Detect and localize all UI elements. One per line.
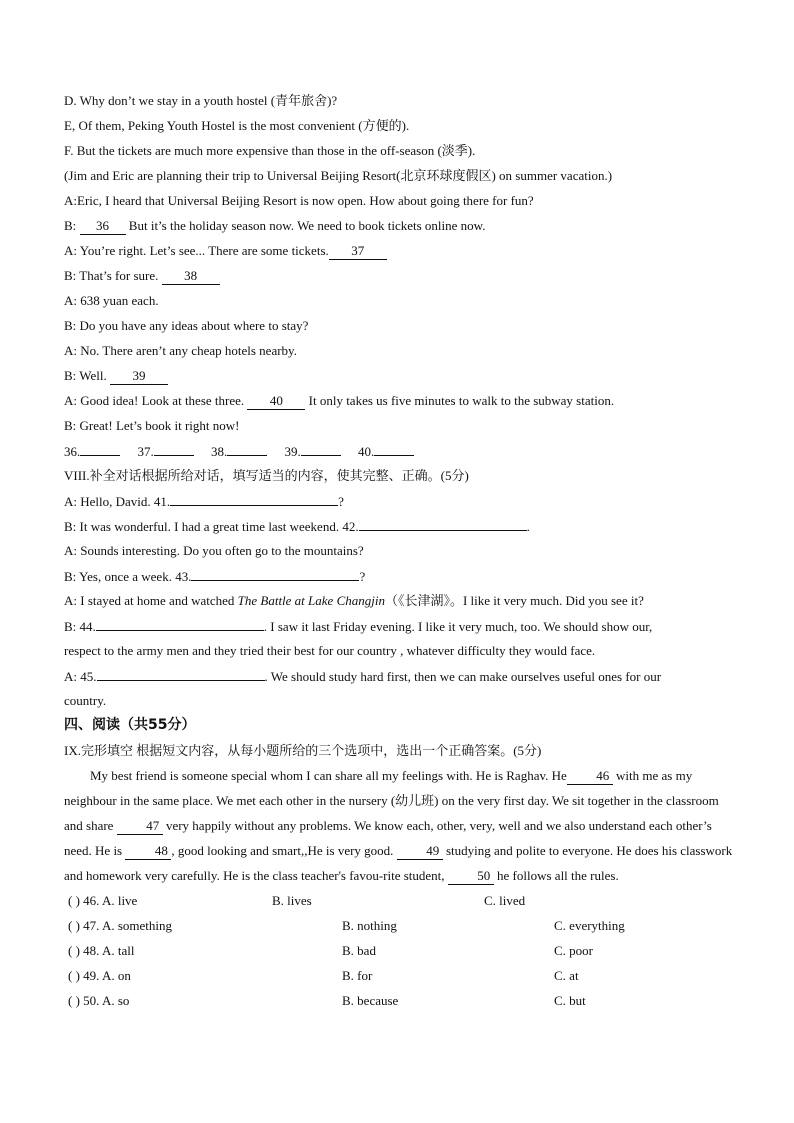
answer-item xyxy=(358,444,414,459)
answer-item xyxy=(64,444,120,459)
dialogue-line xyxy=(64,663,734,688)
passage-text: My best friend is someone special whom I can share all my feelings with. He is Raghav. He xyxy=(90,768,567,783)
dialogue-line: A:Eric, I heard that Universal Beijing Resort is now open. How about going there for fun? xyxy=(64,193,534,208)
answer-blank[interactable] xyxy=(154,438,194,456)
dialogue-text: B: Yes, once a week. 43. xyxy=(64,569,192,584)
blank-44[interactable] xyxy=(96,613,264,631)
option-b[interactable]: B. for xyxy=(342,968,373,983)
dialogue-text: A: Hello, David. 41. xyxy=(64,494,171,509)
answer-label: 38. xyxy=(211,444,228,459)
question-stem[interactable]: ( ) 50. A. so xyxy=(68,993,130,1008)
blank-41[interactable] xyxy=(170,488,338,506)
question-stem[interactable]: ( ) 48. A. tall xyxy=(68,943,135,958)
question-50 xyxy=(64,988,734,1013)
dialogue-text: . I saw it last Friday evening. I like it very much, too. We should show our, xyxy=(263,619,653,634)
punct: ? xyxy=(359,569,366,584)
punct: . xyxy=(526,519,530,534)
question-48 xyxy=(64,938,734,963)
option-c[interactable]: C. but xyxy=(554,993,586,1008)
question-46 xyxy=(64,888,734,913)
section-8-title: VIII.补全对话根据所给对话，填写适当的内容，使其完整、正确。(5分) xyxy=(64,468,469,483)
blank-39[interactable]: 39 xyxy=(110,367,168,385)
section-9-title: IX.完形填空 根据短文内容，从每小题所给的三个选项中，选出一个正确答案。(5分) xyxy=(64,743,542,758)
cloze-passage xyxy=(64,763,734,888)
blank-48[interactable]: 48 xyxy=(125,842,171,860)
question-49 xyxy=(64,963,734,988)
answer-blank[interactable] xyxy=(80,438,120,456)
dialogue-line: A: No. There aren’t any cheap hotels nearby. xyxy=(64,343,297,358)
dialogue-text: A: 45. xyxy=(64,669,97,684)
dialogue-text: It only takes us five minutes to walk to the subway station. xyxy=(305,393,615,408)
dialogue-line: country. xyxy=(64,693,107,708)
question-stem[interactable]: ( ) 47. A. something xyxy=(68,918,172,933)
passage-text: studying and polite to everyone. He does his classwork and homework very carefully. He is the class teacher's favou-rite student, xyxy=(64,843,733,883)
option-f: F. But the tickets are much more expensive than those in the off-season (淡季). xyxy=(64,143,476,158)
option-c[interactable]: C. everything xyxy=(554,918,625,933)
dialogue-line xyxy=(64,613,734,638)
dialogue-line xyxy=(64,588,734,613)
dialogue-text: A: I stayed at home and watched xyxy=(64,593,238,608)
answer-label: 40. xyxy=(358,444,375,459)
option-c[interactable]: C. poor xyxy=(554,943,593,958)
blank-38[interactable]: 38 xyxy=(162,267,220,285)
question-stem[interactable]: ( ) 46. A. live xyxy=(68,893,138,908)
answer-blank[interactable] xyxy=(227,438,267,456)
worksheet-page xyxy=(64,88,734,1013)
option-e: E, Of them, Peking Youth Hostel is the most convenient (方便的). xyxy=(64,118,410,133)
section-4-title: 四、阅读（共55分） xyxy=(64,717,196,733)
blank-36[interactable]: 36 xyxy=(80,217,126,235)
option-b[interactable]: B. bad xyxy=(342,943,376,958)
option-c[interactable]: C. lived xyxy=(484,893,526,908)
blank-47[interactable]: 47 xyxy=(117,817,163,835)
dialogue-text: A: Good idea! Look at these three. xyxy=(64,393,248,408)
dialogue-line xyxy=(64,213,734,238)
dialogue-text: （《长津湖》。I like it very much. Did you see it? xyxy=(384,593,644,608)
dialogue-line xyxy=(64,263,734,288)
blank-45[interactable] xyxy=(97,663,265,681)
answer-blank[interactable] xyxy=(301,438,341,456)
dialogue-line xyxy=(64,388,734,413)
speaker-label: B: xyxy=(64,218,80,233)
dialogue-line: B: Do you have any ideas about where to stay? xyxy=(64,318,309,333)
option-b[interactable]: B. nothing xyxy=(342,918,397,933)
blank-37[interactable]: 37 xyxy=(329,242,387,260)
dialogue-line: respect to the army men and they tried their best for our country , whatever difficulty they would face. xyxy=(64,643,596,658)
dialogue-text: A: You’re right. Let’s see... There are some tickets. xyxy=(64,243,329,258)
option-b[interactable]: B. because xyxy=(342,993,399,1008)
dialogue-text: B: Well. xyxy=(64,368,111,383)
dialogue-line xyxy=(64,363,734,388)
question-47 xyxy=(64,913,734,938)
passage-text: he follows all the rules. xyxy=(493,868,619,883)
punct: ? xyxy=(338,494,344,509)
option-c[interactable]: C. at xyxy=(554,968,579,983)
answer-item xyxy=(285,444,341,459)
dialogue-line xyxy=(64,238,734,263)
answer-item xyxy=(211,444,267,459)
dialogue-text: B: 44. xyxy=(64,619,96,634)
dialogue-text: B: That’s for sure. xyxy=(64,268,162,283)
dialogue-text: But it’s the holiday season now. We need to book tickets online now. xyxy=(125,218,486,233)
option-d: D. Why don’t we stay in a youth hostel (青年旅舍)? xyxy=(64,93,338,108)
movie-title: The Battle at Lake Changjin xyxy=(237,593,385,608)
blank-49[interactable]: 49 xyxy=(397,842,443,860)
answer-item xyxy=(138,444,194,459)
dialogue-text: . We should study hard first, then we can make ourselves useful ones for our xyxy=(264,669,662,684)
passage-text: very happily without any problems. We know each, other, very, well and we also understand each other’s need. He is xyxy=(64,818,712,858)
dialogue-line xyxy=(64,563,734,588)
dialogue-line xyxy=(64,488,734,513)
passage-text: with me as my neighbour in the same place. We met each other in the nursery (幼儿班) on the very first day. We sit together in the classroom and share xyxy=(64,768,719,833)
dialogue-line: A: Sounds interesting. Do you often go to the mountains? xyxy=(64,543,364,558)
dialogue-line: B: Great! Let’s book it right now! xyxy=(64,418,240,433)
option-b[interactable]: B. lives xyxy=(272,893,312,908)
blank-40[interactable]: 40 xyxy=(247,392,305,410)
answer-label: 36. xyxy=(64,444,81,459)
answer-blank[interactable] xyxy=(374,438,414,456)
dialogue-intro: (Jim and Eric are planning their trip to Universal Beijing Resort(北京环球度假区) on summer vacation.) xyxy=(64,168,613,183)
answer-label: 39. xyxy=(284,444,301,459)
blank-50[interactable]: 50 xyxy=(448,867,494,885)
blank-43[interactable] xyxy=(191,563,359,581)
passage-text: , good looking and smart,,He is very good. xyxy=(171,843,397,858)
dialogue-line xyxy=(64,513,734,538)
answer-label: 37. xyxy=(137,444,154,459)
dialogue-text: B: It was wonderful. I had a great time last weekend. 42. xyxy=(64,519,359,534)
answer-row xyxy=(64,438,734,463)
question-stem[interactable]: ( ) 49. A. on xyxy=(68,968,131,983)
dialogue-line: A: 638 yuan each. xyxy=(64,293,159,308)
blank-46[interactable]: 46 xyxy=(567,767,613,785)
blank-42[interactable] xyxy=(359,513,527,531)
